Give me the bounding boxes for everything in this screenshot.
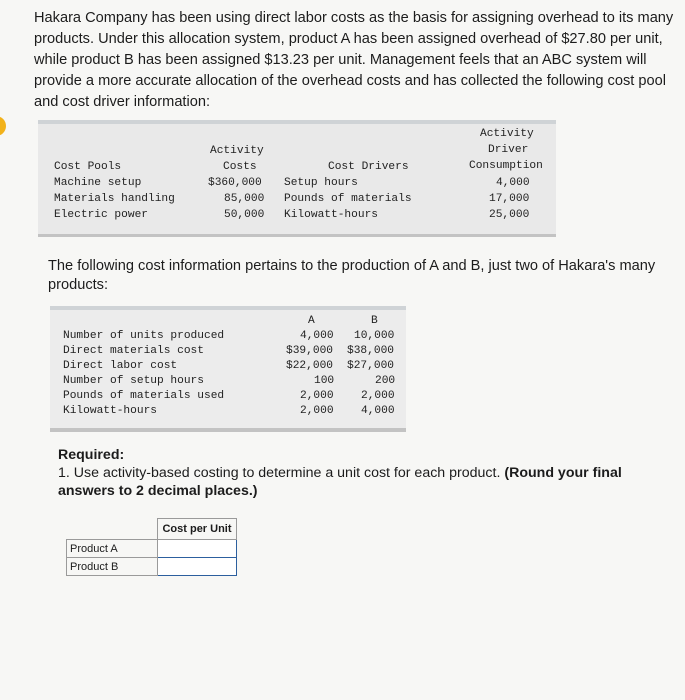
pool-name: Machine setup: [54, 177, 142, 189]
pool-consumption: 4,000: [496, 177, 530, 189]
col-header-b: B: [371, 315, 378, 327]
product-a-label: Product A: [67, 540, 158, 558]
pool-consumption: 17,000: [489, 193, 530, 205]
header-costs-line1: Activity: [210, 145, 264, 157]
header-pools: Cost Pools: [54, 161, 122, 173]
required-section: [58, 446, 668, 500]
row-label: Pounds of materials used: [63, 390, 225, 402]
header-consumption-line2: Driver: [488, 144, 529, 156]
required-heading: Required:: [58, 447, 125, 463]
pool-consumption: 25,000: [489, 209, 530, 221]
product-cost-table: [50, 306, 406, 432]
rounding-note: (Round your final answers to 2 decimal places.): [58, 465, 622, 499]
pool-cost: 50,000: [224, 209, 265, 221]
header-drivers: Cost Drivers: [328, 161, 409, 173]
value-b: 4,000: [361, 405, 395, 417]
header-consumption-line1: Activity: [480, 128, 534, 140]
value-a: $39,000: [286, 345, 333, 357]
value-a: 4,000: [300, 330, 334, 342]
row-label: Direct materials cost: [63, 345, 204, 357]
value-b: 10,000: [354, 330, 395, 342]
required-text: 1. Use activity-based costing to determine a unit cost for each product.: [58, 465, 505, 481]
pool-cost: $360,000: [208, 177, 262, 189]
row-label: Direct labor cost: [63, 360, 178, 372]
value-a: $22,000: [286, 360, 333, 372]
row-label: Number of setup hours: [63, 375, 204, 387]
pool-name: Electric power: [54, 209, 148, 221]
pool-cost: 85,000: [224, 193, 265, 205]
value-b: 200: [375, 375, 396, 387]
table-row: [67, 540, 237, 558]
row-label: Number of units produced: [63, 330, 225, 342]
pool-driver: Kilowatt-hours: [284, 209, 378, 221]
value-a: 100: [314, 375, 335, 387]
value-a: 2,000: [300, 405, 334, 417]
value-b: $38,000: [347, 345, 394, 357]
product-b-cost-input[interactable]: [158, 558, 237, 576]
value-b: 2,000: [361, 390, 395, 402]
header-costs-line2: Costs: [223, 161, 257, 173]
table-row: [67, 558, 237, 576]
row-label: Kilowatt-hours: [63, 405, 157, 417]
pool-name: Materials handling: [54, 193, 175, 205]
col-header-a: A: [308, 315, 315, 327]
pool-driver: Pounds of materials: [284, 193, 412, 205]
pool-driver: Setup hours: [284, 177, 358, 189]
product-a-cost-input[interactable]: [158, 540, 237, 558]
grid-corner: [67, 519, 158, 540]
answer-grid: [66, 518, 237, 576]
cost-per-unit-header: Cost per Unit: [158, 519, 237, 540]
value-b: $27,000: [347, 360, 394, 372]
bookmark-tab: [0, 116, 6, 136]
product-intro: The following cost information pertains to the production of A and B, just two of Hakara's many products:: [48, 258, 656, 293]
header-consumption-line3: Consumption: [469, 160, 543, 172]
value-a: 2,000: [300, 390, 334, 402]
problem-intro: Hakara Company has been using direct labor costs as the basis for assigning overhead to its many products. Under this allocation system, product A has been assigned overhead of $27.80 per unit, while product B has been assigned $13.23 per unit. Management feels that an ABC system will provide a more accurate allocation of the overhead costs and has collected the following cost pool and cost driver information:: [34, 10, 674, 110]
product-b-label: Product B: [67, 558, 158, 576]
cost-pool-table: [38, 120, 556, 237]
